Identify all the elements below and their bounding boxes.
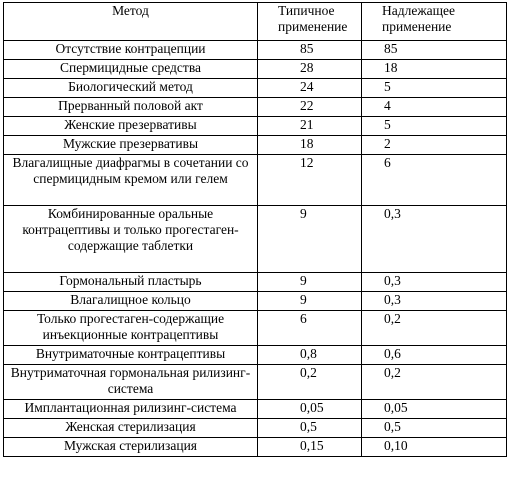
table-row (4, 117, 507, 136)
table-header (4, 3, 507, 41)
method-cell: Имплантационная рилизинг-система (4, 400, 258, 419)
method-cell: Женские презервативы (4, 117, 258, 136)
method-cell: Только прогестаген-содержащие инъекционные контрацептивы (4, 311, 258, 346)
method-cell: Влагалищные диафрагмы в сочетании со спермицидным кремом или гелем (4, 155, 258, 206)
table-body (4, 41, 507, 457)
table-row (4, 292, 507, 311)
perfect-use-cell: 0,3 (362, 206, 507, 273)
typical-use-cell: 0,5 (258, 419, 362, 438)
table-row (4, 98, 507, 117)
perfect-use-cell: 0,05 (362, 400, 507, 419)
perfect-use-cell: 0,3 (362, 292, 507, 311)
typical-use-cell: 28 (258, 60, 362, 79)
table-row (4, 346, 507, 365)
perfect-use-cell: 0,10 (362, 438, 507, 457)
method-cell: Влагалищное кольцо (4, 292, 258, 311)
perfect-use-cell: 85 (362, 41, 507, 60)
table-row (4, 273, 507, 292)
table-row (4, 206, 507, 273)
header-row (4, 3, 507, 41)
contraception-effectiveness-table (3, 2, 507, 457)
typical-use-cell: 22 (258, 98, 362, 117)
method-cell: Мужская стерилизация (4, 438, 258, 457)
table-row (4, 438, 507, 457)
typical-use-cell: 85 (258, 41, 362, 60)
method-cell: Гормональный пластырь (4, 273, 258, 292)
typical-use-cell: 24 (258, 79, 362, 98)
column-header-typical-use: Типичное применение (258, 3, 362, 41)
perfect-use-cell: 5 (362, 117, 507, 136)
typical-use-cell: 0,15 (258, 438, 362, 457)
perfect-use-cell: 2 (362, 136, 507, 155)
typical-use-cell: 12 (258, 155, 362, 206)
typical-use-cell: 0,2 (258, 365, 362, 400)
table-row (4, 419, 507, 438)
perfect-use-cell: 0,5 (362, 419, 507, 438)
perfect-use-cell: 4 (362, 98, 507, 117)
table-row (4, 155, 507, 206)
table-row (4, 136, 507, 155)
table-row (4, 311, 507, 346)
typical-use-cell: 6 (258, 311, 362, 346)
method-cell: Прерванный половой акт (4, 98, 258, 117)
table-row (4, 365, 507, 400)
column-header-perfect-use: Надлежащее применение (362, 3, 507, 41)
method-cell: Женская стерилизация (4, 419, 258, 438)
column-header-method: Метод (4, 3, 258, 41)
method-cell: Мужские презервативы (4, 136, 258, 155)
typical-use-cell: 9 (258, 273, 362, 292)
method-cell: Отсутствие контрацепции (4, 41, 258, 60)
perfect-use-cell: 0,2 (362, 365, 507, 400)
perfect-use-cell: 0,6 (362, 346, 507, 365)
typical-use-cell: 0,05 (258, 400, 362, 419)
method-cell: Комбинированные оральные контрацептивы и только прогестаген-содержащие таблетки (4, 206, 258, 273)
table-row (4, 41, 507, 60)
perfect-use-cell: 6 (362, 155, 507, 206)
perfect-use-cell: 0,3 (362, 273, 507, 292)
table-row (4, 79, 507, 98)
perfect-use-cell: 5 (362, 79, 507, 98)
table-row (4, 60, 507, 79)
perfect-use-cell: 0,2 (362, 311, 507, 346)
method-cell: Биологический метод (4, 79, 258, 98)
perfect-use-cell: 18 (362, 60, 507, 79)
method-cell: Спермицидные средства (4, 60, 258, 79)
typical-use-cell: 0,8 (258, 346, 362, 365)
typical-use-cell: 21 (258, 117, 362, 136)
typical-use-cell: 18 (258, 136, 362, 155)
method-cell: Внутриматочная гормональная рилизинг-система (4, 365, 258, 400)
table-row (4, 400, 507, 419)
typical-use-cell: 9 (258, 292, 362, 311)
typical-use-cell: 9 (258, 206, 362, 273)
method-cell: Внутриматочные контрацептивы (4, 346, 258, 365)
